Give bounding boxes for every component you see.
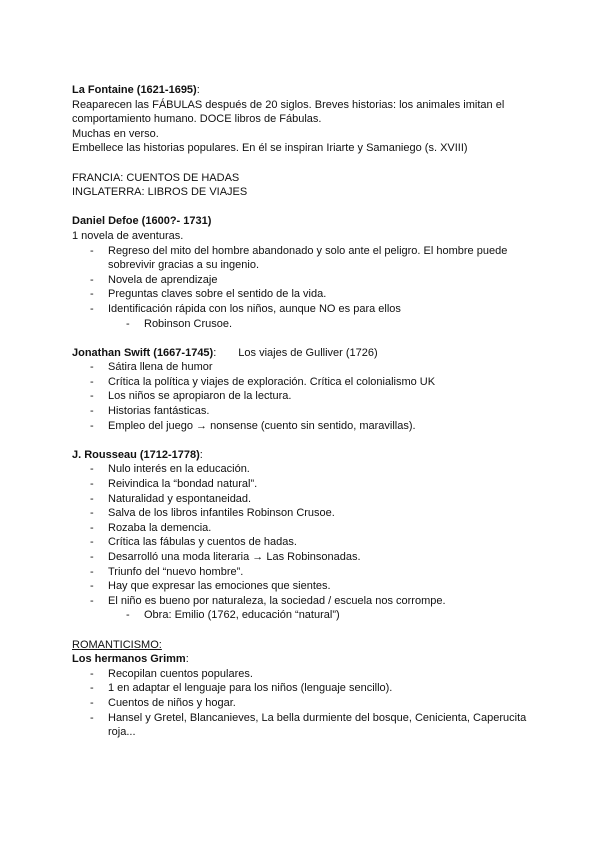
list-item: - Naturalidad y espontaneidad.: [72, 492, 542, 507]
list-subitem: - Obra: Emilio (1762, educación “natural”): [108, 608, 542, 623]
list-item: - El niño es bueno por naturaleza, la sociedad / escuela nos corrompe. - Obra: Emilio (1762, educación “natural”): [72, 594, 542, 623]
document-body: [72, 83, 542, 740]
list-item: - Preguntas claves sobre el sentido de la vida.: [72, 287, 542, 302]
francia-line: FRANCIA: CUENTOS DE HADAS: [72, 171, 240, 184]
list-item: - Crítica las fábulas y cuentos de hadas.: [72, 535, 542, 550]
defoe-sublist: [108, 317, 542, 332]
romanticismo-heading: ROMANTICISMO:: [72, 638, 162, 651]
list-subitem: - Robinson Crusoe.: [108, 317, 542, 332]
list-item: - Los niños se apropiaron de la lectura.: [72, 389, 542, 404]
lafontaine-heading-line: La Fontaine (1621-1695):: [72, 84, 200, 96]
inglaterra-line: INGLATERRA: LIBROS DE VIAJES: [72, 186, 248, 199]
list-item: - Identificación rápida con los niños, aunque NO es para ellos - Robinson Crusoe.: [72, 302, 542, 331]
defoe-heading: Daniel Defoe (1600?- 1731): [72, 215, 212, 228]
rousseau-sublist: [108, 608, 542, 623]
list-item: - Sátira llena de humor: [72, 360, 542, 375]
list-item: - Salva de los libros infantiles Robinson Crusoe.: [72, 506, 542, 521]
swift-list: [72, 360, 542, 433]
rousseau-list: [72, 462, 542, 623]
list-item: - Regreso del mito del hombre abandonado y solo ante el peligro. El hombre puede sobrevivir gracias a su ingenio.: [72, 244, 542, 273]
list-item: - Hay que expresar las emociones que sientes.: [72, 579, 542, 594]
list-item: - Reivindica la “bondad natural”.: [72, 477, 542, 492]
list-item: - Novela de aprendizaje: [72, 273, 542, 288]
list-item: - Historias fantásticas.: [72, 404, 542, 419]
lafontaine-line: Embellece las historias populares. En él se inspiran Iriarte y Samaniego (s. XVIII): [72, 142, 468, 155]
list-item: - 1 en adaptar el lenguaje para los niños (lenguaje sencillo).: [72, 681, 542, 696]
lafontaine-line: Reaparecen las FÁBULAS después de 20 siglos. Breves historias: los animales imitan el comportamiento humano. DOCE libros de Fábulas.: [72, 98, 505, 126]
grimm-heading-line: Los hermanos Grimm:: [72, 653, 189, 666]
swift-work: Los viajes de Gulliver (1726): [238, 346, 378, 359]
list-item: - Triunfo del “nuevo hombre”.: [72, 565, 542, 580]
list-item: - Desarrolló una moda literaria → Las Robinsonadas.: [72, 550, 542, 565]
list-item: - Nulo interés en la educación.: [72, 462, 542, 477]
swift-heading-line: Jonathan Swift (1667-1745): Los viajes de Gulliver (1726): [72, 346, 378, 359]
list-item: - Hansel y Gretel, Blancanieves, La bella durmiente del bosque, Cenicienta, Caperucita roja...: [72, 711, 542, 740]
rousseau-heading: J. Rousseau (1712-1778): [72, 448, 200, 461]
list-item: - Empleo del juego → nonsense (cuento sin sentido, maravillas).: [72, 419, 542, 434]
list-item: - Recopilan cuentos populares.: [72, 667, 542, 682]
swift-heading: Jonathan Swift (1667-1745): [72, 346, 214, 359]
grimm-list: [72, 667, 542, 740]
list-item: - Rozaba la demencia.: [72, 521, 542, 536]
lafontaine-heading: La Fontaine (1621-1695): [72, 84, 197, 96]
grimm-heading: Los hermanos Grimm: [72, 653, 186, 666]
lafontaine-line: Muchas en verso.: [72, 127, 159, 140]
list-item: - Cuentos de niños y hogar.: [72, 696, 542, 711]
rousseau-heading-line: J. Rousseau (1712-1778):: [72, 448, 203, 461]
list-item: - Crítica la política y viajes de exploración. Crítica el colonialismo UK: [72, 375, 542, 390]
defoe-list: [72, 244, 542, 332]
defoe-intro: 1 novela de aventuras.: [72, 229, 184, 242]
